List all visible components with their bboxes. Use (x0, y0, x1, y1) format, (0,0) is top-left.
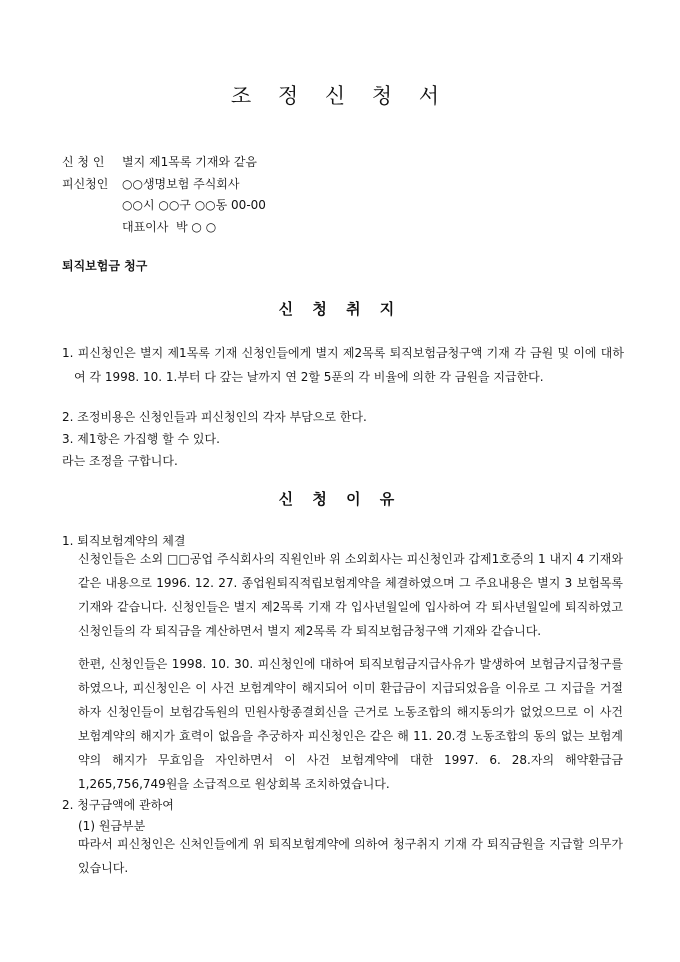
respondent-name: ○○생명보험 주식회사 (122, 177, 240, 191)
purpose-heading: 신 청 취 지 (278, 300, 402, 318)
applicant-label: 신 청 인 (62, 155, 105, 169)
respondent-representative: 대표이사 박 ○ ○ (122, 220, 217, 234)
reasons-section-2-subtitle: (1) 원금부분 (78, 819, 146, 833)
reasons-section-2-paragraph: 따라서 피신청인은 신처인들에게 위 퇴직보험계약에 의하여 청구취지 기재 각 퇴직금원을 지급할 의무가 있습니다. (78, 837, 623, 875)
applicant-row (62, 154, 257, 170)
applicant-value: 별지 제1목록 기재와 같음 (122, 155, 257, 169)
purpose-item-1 (62, 341, 624, 389)
respondent-address: ○○시 ○○구 ○○동 00-00 (122, 198, 266, 212)
reasons-section-1-paragraph-1: 신청인들은 소외 □□공업 주식회사의 직원인바 위 소외회사는 피신청인과 갑제1호증의 1 내지 4 기재와 같은 내용으로 1996. 12. 27. 종업원퇴직적립보험계약을 체결하였으며 그 주요내용은 별지 3 보험목록 기재와 같습니다. 신청인들은 별지 제2목록 기재 각 입사년월일에 입사하여 각 퇴사년월일에 퇴직하였고 신청인들의 각 퇴직금을 계산하면서 별지 제2목록 각 퇴직보험금청구액 기재와 같습니다. (78, 552, 623, 638)
reasons-section-1-paragraph-2: 한편, 신청인들은 1998. 10. 30. 피신청인에 대하여 퇴직보험금지급사유가 발생하여 보험금지급청구를 하였으나, 피신청인은 이 사건 보험계약이 해지되어 이미 환급금이 지급되었음을 이유로 그 지급을 거절하자 신청인들이 보험감독원의 민원사항종결회신을 근거로 노동조합의 해지동의가 없었으므로 이 사건 보험계약의 해지가 효력이 없음을 추궁하자 피신청인은 같은 해 11. 20.경 노동조합의 동의 없는 보험계약의 해지가 무효임을 자인하면서 이 사건 보험계약에 대한 1997. 6. 28.자의 해약환급금 1,265,756,749원을 소급적으로 원상회복 조치하였습니다. (78, 657, 623, 791)
purpose-item-1-text: 1. 피신청인은 별지 제1목록 기재 신청인들에게 별지 제2목록 퇴직보험금청구액 기재 각 금원 및 이에 대하여 각 1998. 10. 1.부터 다 갚는 날까지 연 2할 5푼의 각 비율에 의한 각 금원을 지급한다. (62, 346, 624, 384)
document-title: 조 정 신 청 서 (230, 84, 450, 108)
reasons-section-1-title: 1. 퇴직보험계약의 체결 (62, 534, 186, 548)
purpose-closing: 라는 조정을 구합니다. (62, 454, 178, 468)
purpose-item-3: 3. 제1항은 가집행 할 수 있다. (62, 432, 220, 446)
claim-title: 퇴직보험금 청구 (62, 259, 148, 273)
reasons-section-2-title: 2. 청구금액에 관하여 (62, 798, 174, 812)
reasons-heading: 신 청 이 유 (278, 490, 402, 508)
purpose-item-2: 2. 조정비용은 신청인들과 피신청인의 각자 부담으로 한다. (62, 410, 367, 424)
respondent-row (62, 176, 240, 192)
respondent-label: 피신청인 (62, 177, 109, 191)
